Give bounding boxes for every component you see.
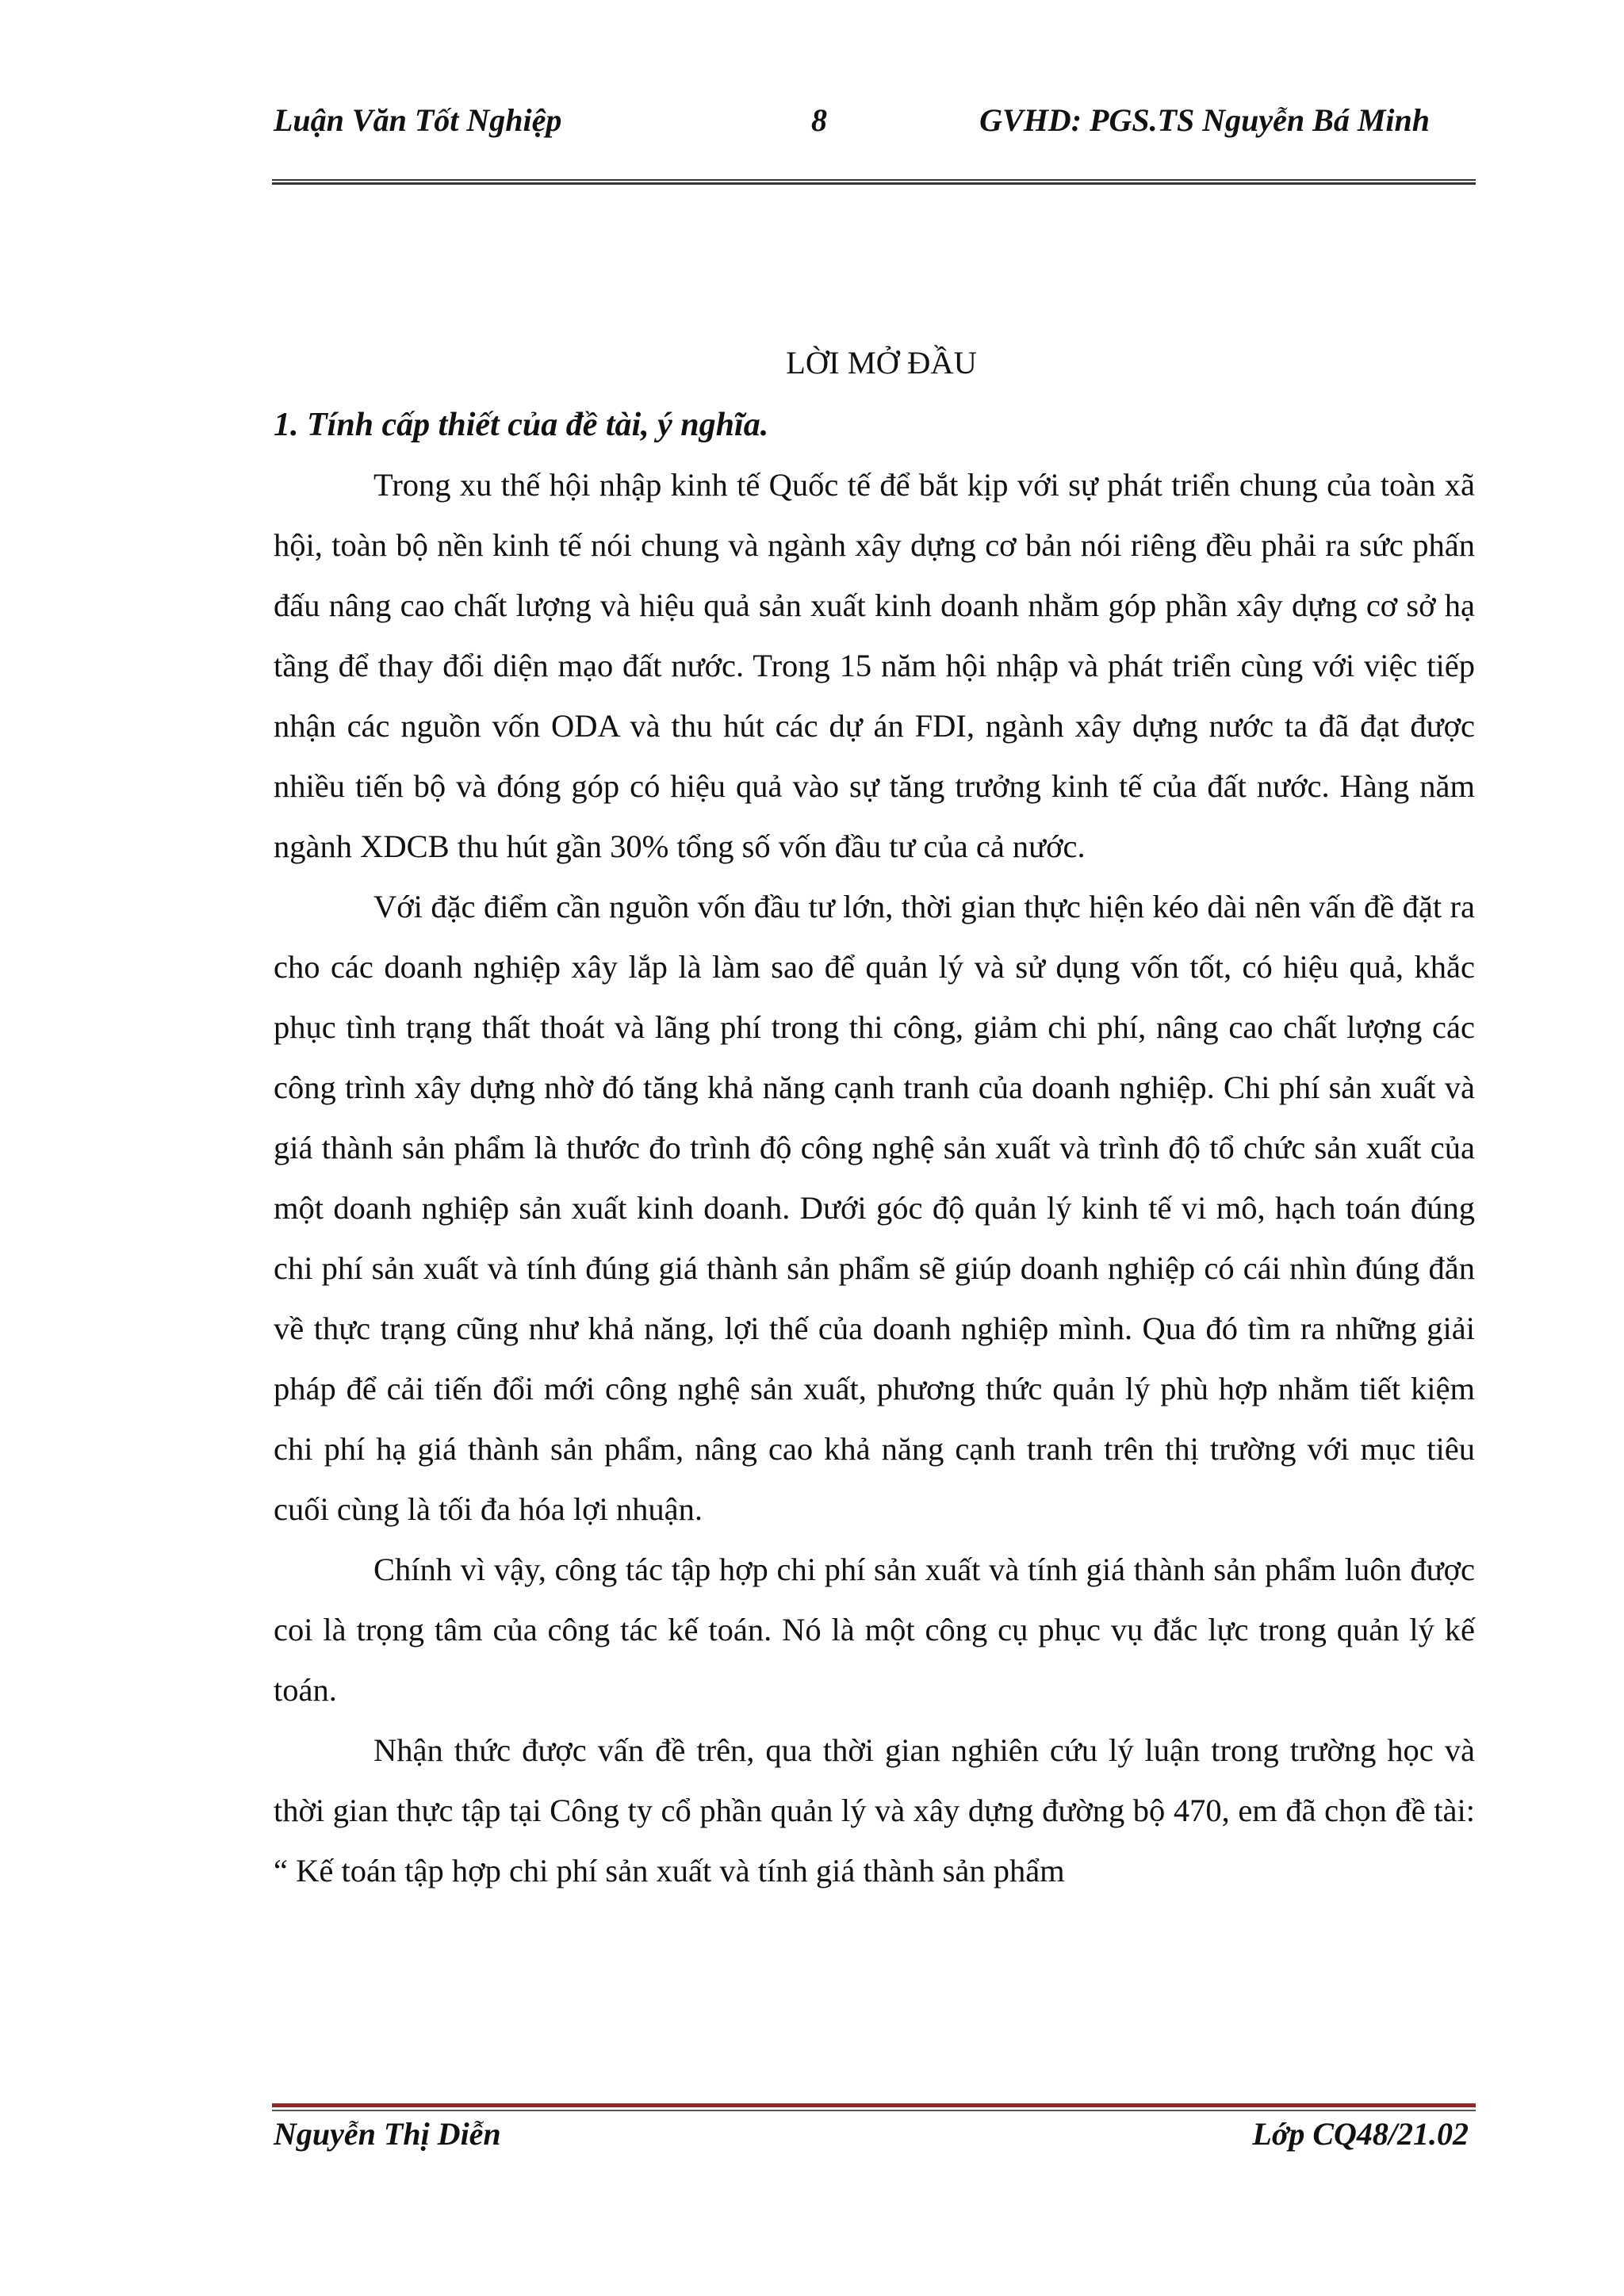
page-header xyxy=(274,101,1471,149)
paragraph-3: Chính vì vậy, công tác tập hợp chi phí sản xuất và tính giá thành sản phẩm luôn được coi là trọng tâm của công tác kế toán. Nó là một công cụ phục vụ đắc lực trong quản lý kế toán. xyxy=(274,1552,1475,1708)
page-title: LỜI MỞ ĐẦU xyxy=(786,345,977,381)
paragraph-1: Trong xu thế hội nhập kinh tế Quốc tế để bắt kịp với sự phát triển chung của toàn xã hội, toàn bộ nền kinh tế nói chung và ngành xây dựng cơ bản nói riêng đều phải ra sức phấn đấu nâng cao chất lượng và hiệu quả sản xuất kinh doanh nhằm góp phần xây dựng cơ sở hạ tầng để thay đổi diện mạo đất nước. Trong 15 năm hội nhập và phát triển cùng với việc tiếp nhận các nguồn vốn ODA và thu hút các dự án FDI, ngành xây dựng nước ta đã đạt được nhiều tiến bộ và đóng góp có hiệu quả vào sự tăng trưởng kinh tế của đất nước. Hàng năm ngành XDCB thu hút gần 30% tổng số vốn đầu tư của cả nước. xyxy=(274,467,1475,864)
header-divider xyxy=(272,179,1476,185)
header-page-number: 8 xyxy=(811,102,827,138)
footer-class: Lớp CQ48/21.02 xyxy=(1252,2116,1469,2152)
paragraph-4: Nhận thức được vấn đề trên, qua thời gian nghiên cứu lý luận trong trường học và thời gian thực tập tại Công ty cổ phần quản lý và xây dựng đường bộ 470, em đã chọn đề tài: “ Kế toán tập hợp chi phí sản xuất và tính giá thành sản phẩm xyxy=(274,1732,1475,1888)
footer-divider xyxy=(272,2103,1476,2111)
paragraph-2: Với đặc điểm cần nguồn vốn đầu tư lớn, thời gian thực hiện kéo dài nên vấn đề đặt ra cho các doanh nghiệp xây lắp là làm sao để quản lý và sử dụng vốn tốt, có hiệu quả, khắc phục tình trạng thất thoát và lãng phí trong thi công, giảm chi phí, nâng cao chất lượng các công trình xây dựng nhờ đó tăng khả năng cạnh tranh của doanh nghiệp. Chi phí sản xuất và giá thành sản phẩm là thước đo trình độ công nghệ sản xuất và trình độ tổ chức sản xuất của một doanh nghiệp sản xuất kinh doanh. Dưới góc độ quản lý kinh tế vi mô, hạch toán đúng chi phí sản xuất và tính đúng giá thành sản phẩm sẽ giúp doanh nghiệp có cái nhìn đúng đắn về thực trạng cũng như khả năng, lợi thế của doanh nghiệp mình. Qua đó tìm ra những giải pháp để cải tiến đổi mới công nghệ sản xuất, phương thức quản lý phù hợp nhằm tiết kiệm chi phí hạ giá thành sản phẩm, nâng cao khả năng cạnh tranh trên thị trường với mục tiêu cuối cùng là tối đa hóa lợi nhuận. xyxy=(274,889,1475,1527)
section-heading: 1. Tính cấp thiết của đề tài, ý nghĩa. xyxy=(274,407,769,443)
footer-author: Nguyễn Thị Diễn xyxy=(274,2116,501,2152)
header-supervisor: GVHD: PGS.TS Nguyễn Bá Minh xyxy=(979,102,1430,138)
header-document-type: Luận Văn Tốt Nghiệp xyxy=(274,102,562,138)
page-body xyxy=(274,333,1475,1901)
